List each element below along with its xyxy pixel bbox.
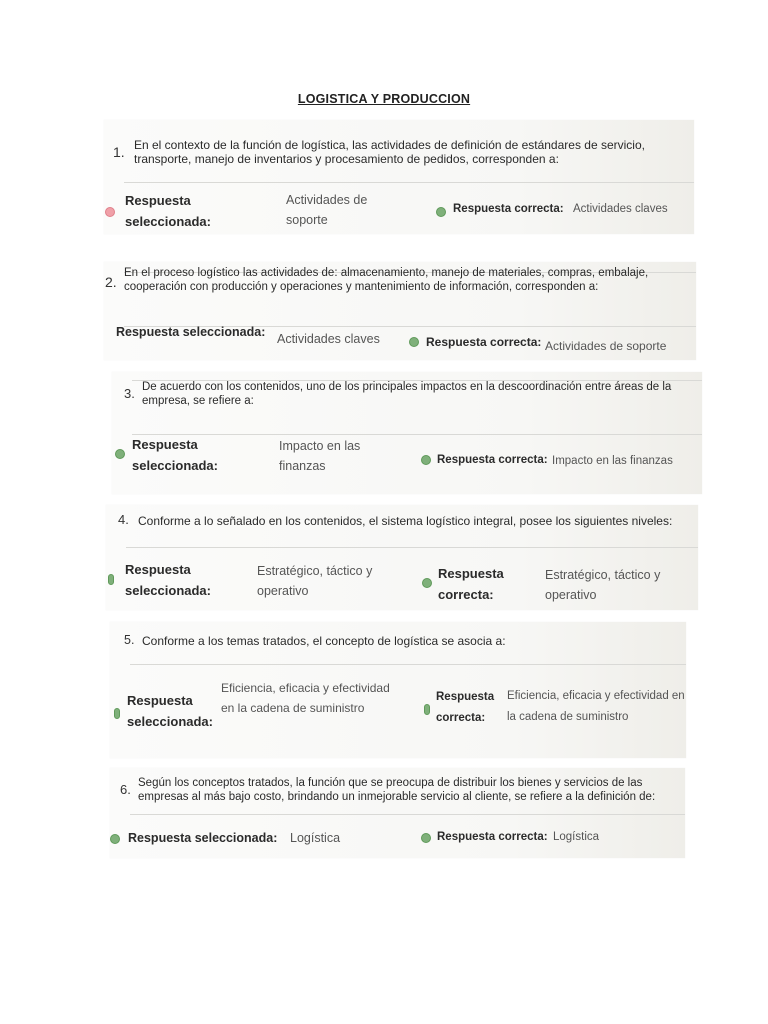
- question-separator: [130, 814, 685, 815]
- correct-status-dot: [424, 704, 430, 715]
- correct-status-dot: [421, 455, 431, 465]
- selected-answer-label: Respuesta seleccionada:: [128, 831, 278, 845]
- selected-answer-value: Impacto en las finanzas: [279, 439, 361, 473]
- selected-answer-value: Eficiencia, eficacia y efectividad en la cadena de suministro: [221, 681, 390, 715]
- question-text: En el contexto de la función de logística, las actividades de definición de estándares de servicio, transporte, manejo de inventarios y procesamiento de pedidos, corresponden a:: [134, 138, 645, 166]
- selected-answer-label: Respuesta seleccionada:: [125, 193, 211, 229]
- question-number: 2.: [105, 274, 117, 290]
- question-separator: [124, 182, 694, 183]
- question-text: Conforme a los temas tratados, el concepto de logística se asocia a:: [142, 634, 506, 648]
- selected-answer-label: Respuesta seleccionada:: [132, 437, 218, 473]
- selected-answer-value: Actividades claves: [277, 332, 380, 346]
- correct-answer-label: Respuesta correcta:: [436, 691, 495, 724]
- correct-answer-value: Estratégico, táctico y operativo: [545, 568, 661, 602]
- question-number: 3.: [124, 386, 135, 401]
- correct-answer-value: Actividades de soporte: [545, 339, 667, 353]
- selected-answer-value: Logística: [290, 831, 341, 845]
- correct-answer-value: Logística: [553, 831, 600, 843]
- correct-answer-label: Respuesta correcta:: [426, 335, 542, 349]
- question-number: 1.: [113, 144, 125, 160]
- selected-answer-label: Respuesta seleccionada:: [125, 562, 211, 598]
- question-number: 4.: [118, 512, 129, 527]
- correct-status-dot: [114, 708, 120, 719]
- correct-status-dot: [108, 574, 114, 585]
- correct-status-dot: [110, 834, 120, 844]
- question-text: Según los conceptos tratados, la función que se preocupa de distribuir los bienes y servicios de las empresas al más bajo costo, brindando un inmejorable servicio al cliente, se refiere a la definición de:: [138, 777, 656, 803]
- correct-answer-label: Respuesta correcta:: [437, 454, 548, 466]
- selected-answer-label: Respuesta seleccionada:: [116, 325, 266, 339]
- selected-answer-value: Estratégico, táctico y operativo: [257, 564, 373, 598]
- correct-answer-label: Respuesta correcta:: [437, 831, 548, 843]
- correct-answer-value: Actividades claves: [573, 203, 668, 215]
- correct-answer-value: Eficiencia, eficacia y efectividad en la cadena de suministro: [507, 690, 685, 723]
- selected-answer-value: Actividades de soporte: [286, 193, 368, 227]
- selected-answer-label: Respuesta seleccionada:: [127, 693, 213, 729]
- correct-status-dot: [115, 449, 125, 459]
- correct-answer-label: Respuesta correcta:: [438, 566, 504, 602]
- question-text: Conforme a lo señalado en los contenidos, el sistema logístico integral, posee los siguientes niveles:: [138, 514, 673, 528]
- page-title: LOGISTICA Y PRODUCCION: [297, 92, 471, 106]
- question-number: 5.: [124, 633, 135, 647]
- correct-answer-label: Respuesta correcta:: [453, 203, 564, 215]
- correct-status-dot: [436, 207, 446, 217]
- question-separator: [126, 547, 698, 548]
- correct-answer-value: Impacto en las finanzas: [552, 455, 673, 467]
- incorrect-status-dot: [105, 207, 115, 217]
- question-number: 6.: [120, 782, 131, 797]
- question-separator: [130, 664, 686, 665]
- correct-status-dot: [421, 833, 431, 843]
- question-text: En el proceso logístico las actividades de: almacenamiento, manejo de materiales, compras, embalaje, cooperación con producción y operaciones y mantenimiento de información, corresponden a:: [124, 267, 649, 293]
- correct-status-dot: [409, 337, 419, 347]
- correct-status-dot: [422, 578, 432, 588]
- question-text: De acuerdo con los contenidos, uno de los principales impactos en la descoordinación entre áreas de la empresa, se refiere a:: [142, 381, 672, 407]
